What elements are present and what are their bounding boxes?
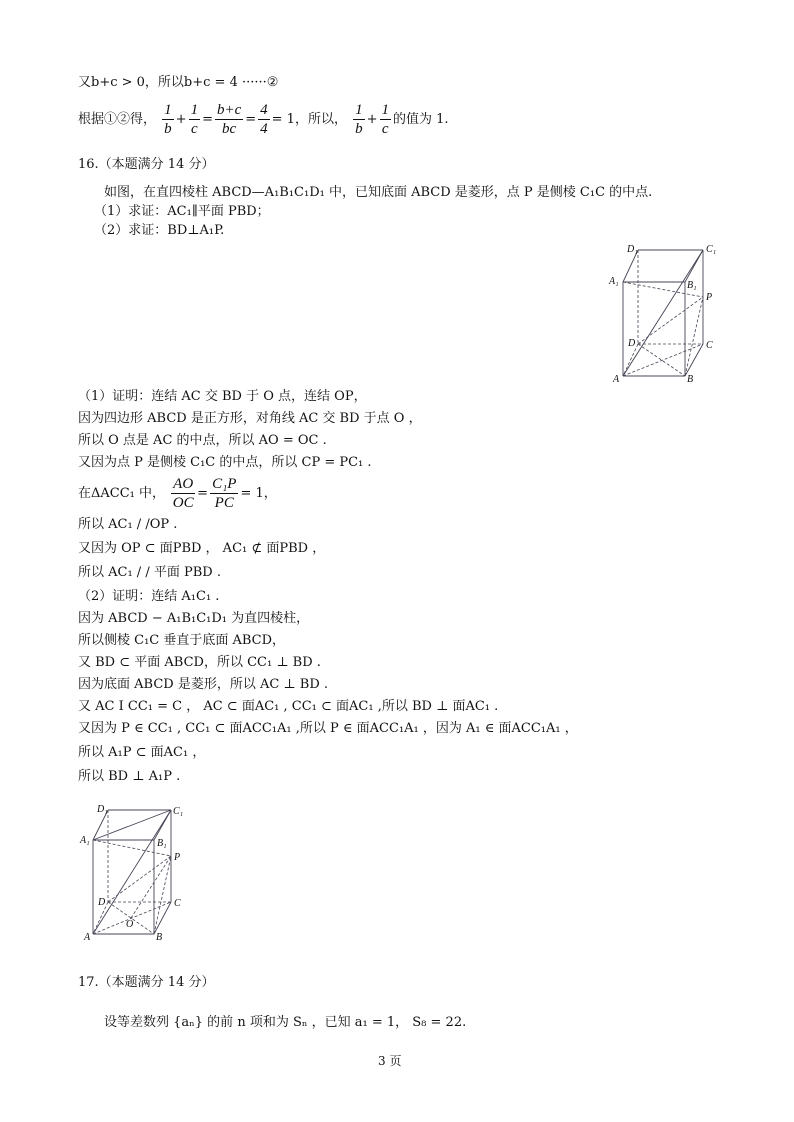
sol2-line7: 又因为 P ∈ CC₁ , CC₁ ⊂ 面ACC₁A₁ ,所以 P ∈ 面ACC₁A₁ ，因为 A₁ ∈ 面ACC₁A₁ ，	[78, 721, 578, 736]
q16-header: 16.（本题满分 14 分）	[78, 157, 215, 172]
label-C-2: C	[174, 898, 181, 909]
sol2-line3: 所以侧棱 C₁C 垂直于底面 ABCD，	[78, 633, 286, 648]
label-C1-2: C₁	[173, 806, 184, 817]
label-C: C	[706, 340, 713, 351]
sol1-line6: 所以 AC₁ / /OP .	[78, 517, 178, 532]
label-D1: D₁	[627, 244, 638, 255]
sol1-ratio-line: 在ΔACC₁ 中， $\frac{AO}{OC}$ = $\frac{\text{C₁P}}{PC}$ = 1，	[78, 476, 277, 511]
sol2-line8: 所以 A₁P ⊂ 面AC₁ ，	[78, 745, 206, 760]
prev-solution-line1: 又b+c > 0，所以b+c = 4 ······②	[78, 75, 279, 90]
page-number: 3 页	[378, 1054, 402, 1068]
label-A1-2: A₁	[80, 835, 90, 846]
sol2-line4: 又 BD ⊂ 平面 ABCD，所以 CC₁ ⊥ BD .	[78, 655, 321, 670]
label-D-2: D	[98, 897, 106, 908]
q16-stem: 如图，在直四棱柱 ABCD—A₁B₁C₁D₁ 中，已知底面 ABCD 是菱形，点 P 是侧棱 C₁C 的中点.	[104, 185, 653, 200]
label-B1: B₁	[687, 280, 697, 291]
q17-header: 17.（本题满分 14 分）	[78, 975, 215, 990]
q17-stem: 设等差数列 {aₙ} 的前 n 项和为 Sₙ ，已知 a₁ = 1， S₈ = 22.	[104, 1015, 467, 1030]
label-B: B	[687, 374, 694, 385]
q16-part1: （1）求证：AC₁∥平面 PBD；	[94, 204, 270, 219]
sol1-line4: 又因为点 P 是侧棱 C₁C 的中点，所以 CP = PC₁ .	[78, 455, 372, 470]
label-A: A	[613, 374, 620, 385]
sol1-line8: 所以 AC₁ / / 平面 PBD .	[78, 565, 221, 580]
sol2-line1: （2）证明：连结 A₁C₁ .	[78, 589, 220, 604]
sol1-line1: （1）证明：连结 AC 交 BD 于 O 点，连结 OP，	[78, 389, 367, 404]
sol2-line6: 又 AC I CC₁ = C ， AC ⊂ 面AC₁ , CC₁ ⊂ 面AC₁ ,所以 BD ⊥ 面AC₁ .	[78, 699, 499, 714]
label-A1: A₁	[609, 276, 619, 287]
sol1-line3: 所以 O 点是 AC 的中点，所以 AO = OC .	[78, 433, 327, 448]
label-C1: C₁	[706, 244, 717, 255]
label-D1-2: D₁	[97, 804, 108, 815]
label-P-2: P	[174, 852, 181, 863]
prism-figure-2	[78, 798, 198, 946]
label-A-2: A	[84, 932, 91, 943]
sol2-line9: 所以 BD ⊥ A₁P .	[78, 769, 181, 784]
prism-figure-1	[605, 240, 725, 388]
label-D: D	[628, 338, 636, 349]
q16-part2: （2）求证：BD⊥A₁P.	[94, 223, 225, 238]
prev-solution-line2: 根据①②得， $\frac{1}{b}$ + $\frac{1}{c}$ = $\frac{b+c}{bc}$ = $\frac{4}{4}$ = 1，所以， $\frac{1}{b}$ + $\frac{1}{c}$ 的值为 1.	[78, 102, 449, 137]
sol1-line2: 因为四边形 ABCD 是正方形，对角线 AC 交 BD 于点 O ，	[78, 411, 422, 426]
sol2-line5: 因为底面 ABCD 是菱形，所以 AC ⊥ BD .	[78, 677, 329, 692]
sol1-line7: 又因为 OP ⊂ 面PBD ， AC₁ ⊄ 面PBD ，	[78, 541, 326, 556]
label-P: P	[706, 292, 713, 303]
label-O-2: O	[126, 919, 134, 930]
label-B1-2: B₁	[157, 838, 167, 849]
sol2-line2: 因为 ABCD − A₁B₁C₁D₁ 为直四棱柱，	[78, 611, 310, 626]
label-B-2: B	[156, 932, 163, 943]
